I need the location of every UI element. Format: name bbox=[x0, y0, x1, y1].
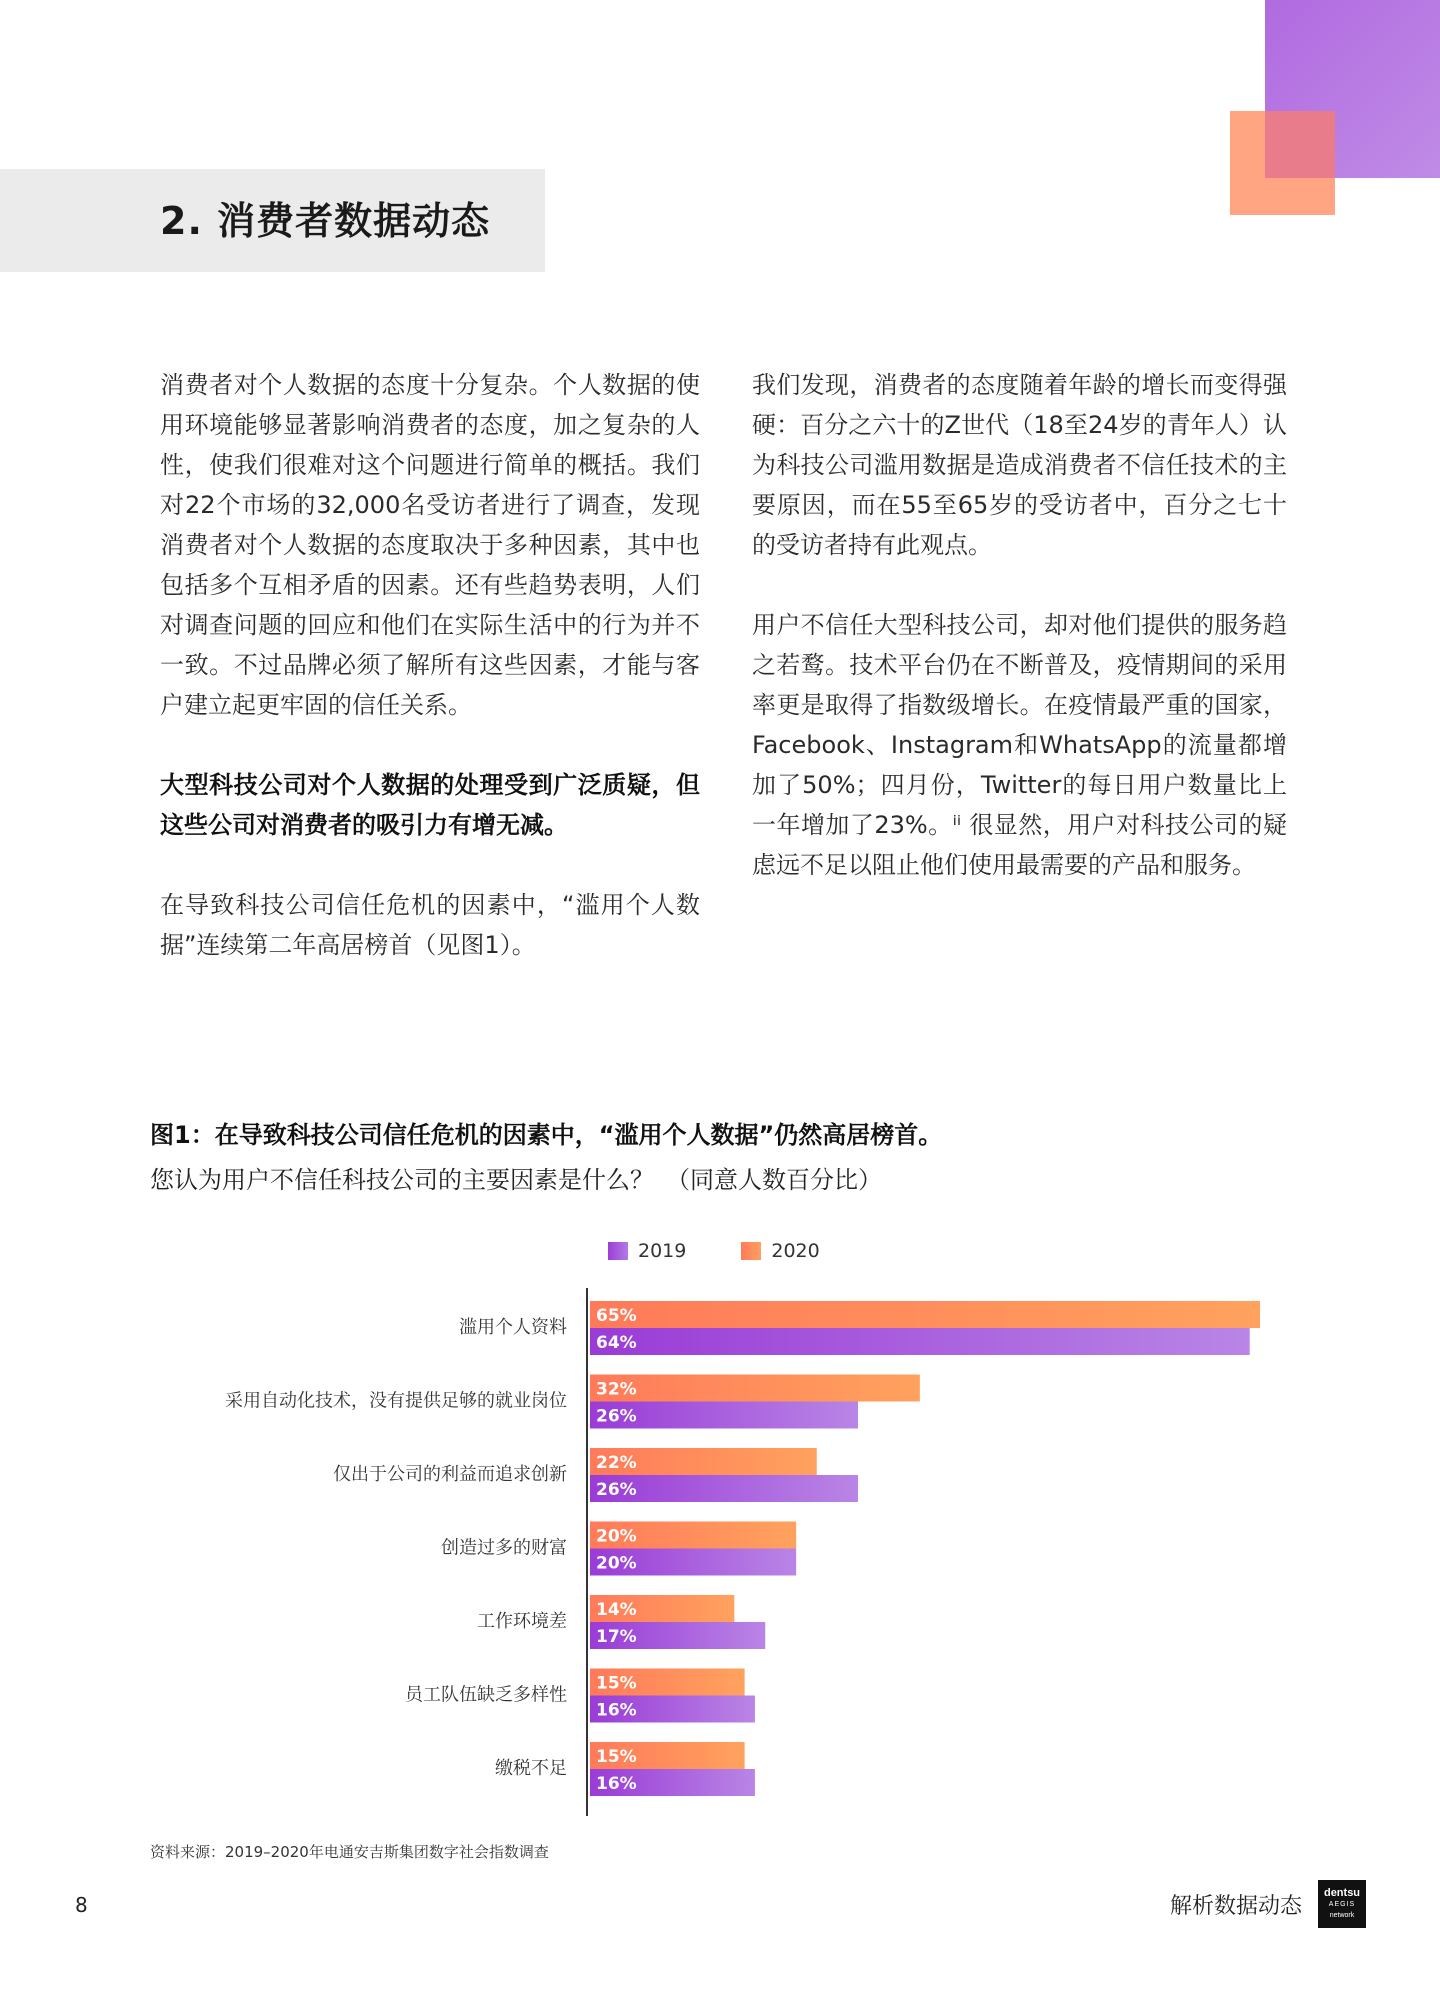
data-label-2020: 20% bbox=[596, 1526, 637, 1547]
data-label-2020: 32% bbox=[596, 1379, 637, 1400]
category-label: 创造过多的财富 bbox=[441, 1537, 567, 1559]
data-label-2020: 14% bbox=[596, 1600, 637, 1620]
paragraph: 消费者对个人数据的态度十分复杂。个人数据的使用环境能够显著影响消费者的态度，加之复杂的人性，使我们很难对这个问题进行简单的概括。我们对22个市场的32,000名受访者进行了调查，发现消费者对个人数据的态度取决于多种因素，其中也包括多个互相矛盾的因素。还有些趋势表明，人们对调查问题的回应和他们在实际生活中的行为并不一致。不过品牌必须了解所有这些因素，才能与客户建立起更牢固的信任关系。 bbox=[160, 371, 700, 719]
data-label-2020: 22% bbox=[596, 1453, 637, 1473]
data-label-2019: 16% bbox=[596, 1700, 637, 1721]
legend-label-2019: 2019 bbox=[638, 1240, 687, 1262]
legend-label-2020: 2020 bbox=[771, 1240, 820, 1262]
chart-legend bbox=[608, 1240, 820, 1262]
category-label: 员工队伍缺乏多样性 bbox=[405, 1684, 567, 1706]
legend-item-2019 bbox=[608, 1240, 686, 1262]
logo-text-line1: dentsu bbox=[1323, 1886, 1361, 1899]
paragraph: 用户不信任大型科技公司，却对他们提供的服务趋之若鹜。技术平台仍在不断普及，疫情期间的采用率更是取得了指数级增长。在疫情最严重的国家，Facebook、Instagram和WhatsApp的流量都增加了50%；四月份，Twitter的每日用户数量比上一年增加了23%。ⁱⁱ 很显然，用户对科技公司的疑虑远不足以阻止他们使用最需要的产品和服务。 bbox=[752, 611, 1287, 879]
dentsu-logo bbox=[1318, 1880, 1366, 1928]
section-title: 2. 消费者数据动态 bbox=[160, 199, 491, 243]
bar-2020 bbox=[590, 1375, 920, 1402]
logo-text-line2: AEGIS bbox=[1328, 1900, 1356, 1908]
bold-paragraph: 大型科技公司对个人数据的处理受到广泛质疑，但这些公司对消费者的吸引力有增无减。 bbox=[160, 771, 700, 839]
legend-swatch-2020 bbox=[741, 1242, 761, 1260]
data-label-2020: 15% bbox=[596, 1747, 637, 1767]
category-label: 仅出于公司的利益而追求创新 bbox=[333, 1464, 567, 1485]
bar-2020 bbox=[590, 1301, 1260, 1328]
legend-swatch-2019 bbox=[608, 1242, 628, 1260]
bar-2019 bbox=[590, 1328, 1250, 1355]
legend-item-2020 bbox=[741, 1240, 819, 1262]
figure-title: 图1：在导致科技公司信任危机的因素中，“滥用个人数据”仍然高居榜首。 bbox=[150, 1121, 943, 1149]
data-label-2019: 26% bbox=[596, 1406, 637, 1427]
figure-source: 资料来源：2019–2020年电通安吉斯集团数字社会指数调查 bbox=[150, 1843, 549, 1861]
footer-label: 解析数据动态 bbox=[1170, 1894, 1303, 1919]
page-number: 8 bbox=[75, 1893, 88, 1917]
logo-text-line3: network bbox=[1329, 1911, 1355, 1919]
category-label: 采用自动化技术，没有提供足够的就业岗位 bbox=[225, 1390, 567, 1412]
bar-chart bbox=[0, 1280, 1440, 1820]
paragraph: 我们发现，消费者的态度随着年龄的增长而变得强硬：百分之六十的Z世代（18至24岁的青年人）认为科技公司滥用数据是造成消费者不信任技术的主要原因，而在55至65岁的受访者中，百分之七十的受访者持有此观点。 bbox=[752, 371, 1287, 559]
paragraph: 在导致科技公司信任危机的因素中，“滥用个人数据”连续第二年高居榜首（见图1）。 bbox=[160, 891, 700, 959]
data-label-2019: 64% bbox=[596, 1333, 637, 1353]
left-column bbox=[160, 365, 700, 1005]
figure-subtitle: 您认为用户不信任科技公司的主要因素是什么？ （同意人数百分比） bbox=[150, 1166, 882, 1194]
category-label: 工作环境差 bbox=[477, 1611, 567, 1632]
category-label: 缴税不足 bbox=[495, 1758, 567, 1779]
data-label-2019: 20% bbox=[596, 1553, 637, 1574]
data-label-2019: 17% bbox=[596, 1627, 637, 1647]
data-label-2020: 65% bbox=[596, 1306, 637, 1326]
data-label-2020: 15% bbox=[596, 1673, 637, 1694]
right-column bbox=[752, 365, 1287, 925]
data-label-2019: 26% bbox=[596, 1480, 637, 1500]
data-label-2019: 16% bbox=[596, 1774, 637, 1794]
category-label: 滥用个人资料 bbox=[459, 1317, 567, 1338]
decorative-overlap-square bbox=[1265, 111, 1335, 178]
